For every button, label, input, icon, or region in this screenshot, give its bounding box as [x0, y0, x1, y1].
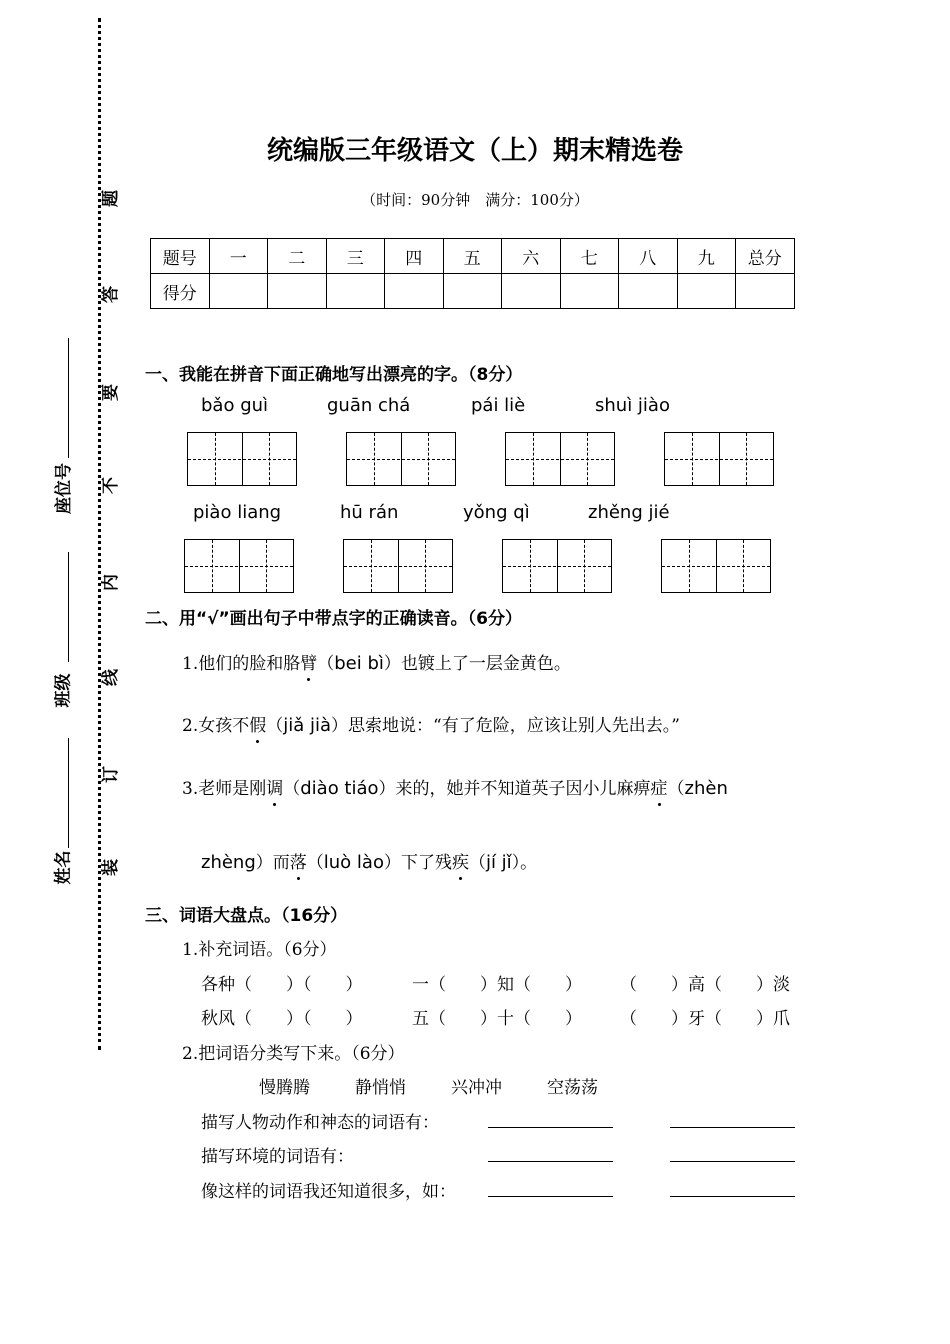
q1-text-b: （ [317, 654, 335, 674]
writing-grid[interactable] [661, 539, 771, 593]
score-cell[interactable] [385, 274, 444, 309]
seat-number-underline [68, 338, 69, 458]
pinyin-options[interactable]: jí jǐ [485, 852, 512, 873]
q3b-text-d: （ [468, 853, 486, 873]
score-header-cell: 题号 [151, 239, 210, 274]
writing-grid[interactable] [184, 539, 294, 593]
word-item: 空荡荡 [547, 1078, 598, 1098]
score-header-cell: 四 [385, 239, 444, 274]
score-header-cell: 五 [443, 239, 502, 274]
score-cell[interactable] [560, 274, 619, 309]
answer-line[interactable] [670, 1161, 795, 1162]
fill-idiom[interactable]: 一（ ）知（ ） [412, 975, 582, 995]
q1-text-a: 1.他们的脸和胳 [182, 654, 301, 674]
word-item: 慢腾腾 [259, 1078, 310, 1098]
score-header-cell: 二 [268, 239, 327, 274]
page-title: 统编版三年级语文（上）期末精选卷 [266, 136, 683, 166]
question-2-3-continued [201, 848, 537, 873]
score-header-cell: 六 [502, 239, 561, 274]
pinyin-label: shuì jiào [595, 395, 670, 416]
score-header-cell: 总分 [736, 239, 795, 274]
q2-text-c: ）思索地说：“有了危险，应该让别人先出去。” [331, 716, 680, 736]
fill-idiom[interactable]: 五（ ）十（ ） [412, 1009, 582, 1029]
class-label: 班级 [53, 673, 74, 708]
score-cell[interactable] [326, 274, 385, 309]
dotted-char: 假 [249, 716, 267, 736]
writing-grid[interactable] [346, 432, 456, 486]
binding-dotted-line [98, 18, 101, 1050]
margin-char-xian: 线 [101, 669, 121, 686]
fill-idiom[interactable]: （ ）牙（ ）爪 [620, 1009, 790, 1029]
writing-grid[interactable] [664, 432, 774, 486]
word-item: 兴冲冲 [451, 1078, 502, 1098]
category-prompt: 描写人物动作和神态的词语有： [201, 1113, 439, 1133]
margin-char-yao: 要 [101, 384, 121, 401]
margin-char-da: 答 [101, 286, 121, 303]
writing-grid[interactable] [187, 432, 297, 486]
q3-text-b: （ [283, 779, 301, 799]
pinyin-label: zhěng jié [588, 502, 670, 523]
question-2-1 [182, 649, 571, 674]
answer-line[interactable] [670, 1127, 795, 1128]
section2-heading: 二、用“√”画出句子中带点字的正确读音。（6分） [145, 609, 523, 629]
q1-text-c: ）也镀上了一层金黄色。 [383, 654, 571, 674]
pinyin-options[interactable]: zhèng [201, 852, 256, 873]
dotted-char: 调 [266, 779, 284, 799]
score-table [150, 238, 795, 309]
score-row-label: 得分 [151, 274, 210, 309]
score-cell[interactable] [677, 274, 736, 309]
question-2-2 [182, 711, 680, 736]
score-header-cell: 七 [560, 239, 619, 274]
score-header-cell: 三 [326, 239, 385, 274]
answer-line[interactable] [488, 1161, 613, 1162]
pinyin-options[interactable]: luò lào [323, 852, 384, 873]
category-prompt: 像这样的词语我还知道很多，如： [201, 1182, 456, 1202]
pinyin-options[interactable]: diào tiáo [300, 778, 379, 799]
pinyin-label: bǎo guì [201, 395, 269, 416]
score-cell[interactable] [619, 274, 678, 309]
q3b-text-a: ）而 [255, 853, 290, 873]
q3b-text-b: （ [306, 853, 324, 873]
subsection-3-1: 1.补充词语。（6分） [182, 940, 337, 960]
subsection-3-2: 2.把词语分类写下来。（6分） [182, 1044, 405, 1064]
fill-idiom[interactable]: （ ）高（ ）淡 [620, 975, 790, 995]
pinyin-label: hū rán [340, 502, 399, 523]
score-cell[interactable] [268, 274, 327, 309]
pinyin-label: piào liang [193, 502, 282, 523]
answer-line[interactable] [670, 1196, 795, 1197]
fill-idiom[interactable]: 各种（ ）（ ） [201, 975, 363, 995]
writing-grid[interactable] [505, 432, 615, 486]
score-table-header-row [151, 239, 795, 274]
seat-number-label: 座位号 [54, 463, 74, 514]
q3b-text-c: ）下了残 [383, 853, 452, 873]
q3-text-d: （ [667, 779, 685, 799]
word-item: 静悄悄 [355, 1078, 406, 1098]
pinyin-label: yǒng qì [463, 502, 530, 523]
answer-line[interactable] [488, 1127, 613, 1128]
score-cell[interactable] [443, 274, 502, 309]
pinyin-options[interactable]: zhèn [684, 778, 728, 799]
dotted-char: 症 [650, 779, 668, 799]
category-prompt: 描写环境的词语有： [201, 1147, 354, 1167]
score-header-cell: 九 [677, 239, 736, 274]
q2-text-a: 2.女孩不 [182, 716, 250, 736]
dotted-char: 臂 [300, 654, 318, 674]
margin-char-nei: 内 [101, 574, 121, 591]
writing-grid[interactable] [502, 539, 612, 593]
score-cell[interactable] [209, 274, 268, 309]
class-underline [68, 552, 69, 662]
margin-char-ti: 题 [101, 190, 121, 207]
name-underline [68, 738, 69, 848]
section1-heading: 一、我能在拼音下面正确地写出漂亮的字。（8分） [145, 365, 523, 385]
score-header-cell: 一 [209, 239, 268, 274]
exam-info: （时间：90分钟 满分：100分） [361, 191, 589, 209]
answer-line[interactable] [488, 1196, 613, 1197]
pinyin-label: pái liè [471, 395, 526, 416]
fill-idiom[interactable]: 秋风（ ）（ ） [201, 1009, 363, 1029]
name-label: 姓名 [53, 850, 74, 885]
q2-text-b: （ [266, 716, 284, 736]
q3b-text-e: ）。 [511, 853, 538, 873]
pinyin-options[interactable]: jiǎ jià [283, 715, 332, 736]
margin-char-zhuang: 装 [101, 859, 121, 876]
q3-text-c: ）来的，她并不知道英子因小儿麻痹 [378, 779, 651, 799]
score-table-score-row [151, 274, 795, 309]
question-2-3 [182, 774, 728, 799]
pinyin-options[interactable]: bei bì [334, 653, 384, 674]
q3-text-a: 3.老师是刚 [182, 779, 267, 799]
writing-grid[interactable] [343, 539, 453, 593]
dotted-char: 落 [289, 853, 307, 873]
pinyin-label: guān chá [327, 395, 411, 416]
dotted-char: 疾 [451, 853, 469, 873]
score-header-cell: 八 [619, 239, 678, 274]
score-cell[interactable] [736, 274, 795, 309]
margin-char-ding: 订 [101, 766, 121, 783]
section3-heading: 三、词语大盘点。（16分） [145, 906, 348, 926]
margin-char-bu: 不 [101, 477, 121, 494]
score-cell[interactable] [502, 274, 561, 309]
